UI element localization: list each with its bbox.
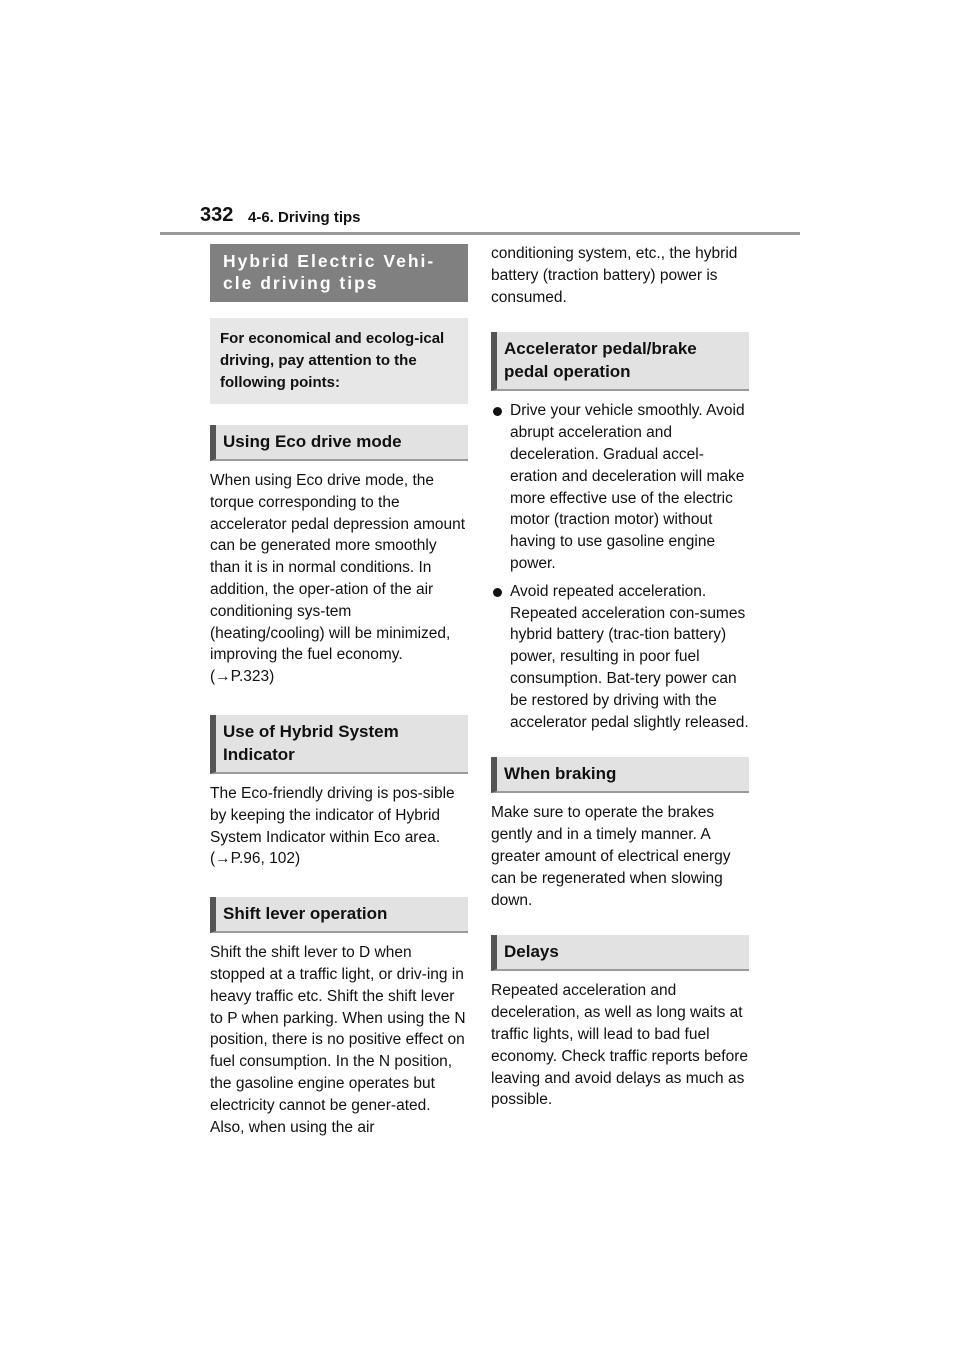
shift-lever-text: Shift the shift lever to D when stopped at a traffic light, or driv-ing in heavy traffic etc. Shift the shift lever to P when parking. When using the N position, there is no positive effect on fuel consumption. In the N position, the gasoline engine operates but electricity cannot be gener-ated. Also, when using the air [210, 944, 466, 1136]
list-item [491, 400, 749, 574]
delays-text: Repeated acceleration and deceleration, as well as long waits at traffic lights, will lead to bad fuel economy. Check traffic reports before leaving and avoid delays as much as possible. [491, 982, 749, 1109]
bullet-icon [493, 588, 502, 597]
section-title: 4-6. Driving tips [248, 209, 361, 226]
indicator-text: The Eco-friendly driving is pos-sible by keeping the indicator of Hybrid System Indicator within Eco area. (→P.96, 102) [210, 784, 455, 868]
bullet-icon [493, 407, 502, 416]
intro-box: For economical and ecolog-ical driving, pay attention to the following points: [210, 318, 468, 404]
main-topic-banner: Hybrid Electric Vehi-cle driving tips [210, 244, 468, 302]
braking-heading: When braking [491, 757, 749, 793]
delays-heading: Delays [491, 935, 749, 971]
eco-mode-heading: Using Eco drive mode [210, 425, 468, 461]
header-divider [160, 232, 800, 235]
list-item [491, 581, 749, 734]
braking-text: Make sure to operate the brakes gently and in a timely manner. A greater amount of electrical energy can be regenerated when slowing down. [491, 804, 731, 909]
left-column [210, 244, 468, 1138]
pedal-tips-list [491, 400, 749, 733]
shift-lever-heading: Shift lever operation [210, 897, 468, 933]
bullet-text: Drive your vehicle smoothly. Avoid abrupt acceleration and deceleration. Gradual accel-eration and deceleration will make more effective use of the electric motor (traction motor) without having to use gasoline engine power. [510, 402, 745, 572]
continued-text: conditioning system, etc., the hybrid battery (traction battery) power is consumed. [491, 245, 738, 306]
right-column [491, 243, 749, 1111]
page-number: 332 [200, 204, 234, 226]
bullet-text: Avoid repeated acceleration. Repeated acceleration con-sumes hybrid battery (trac-tion battery) power, resulting in poor fuel consumption. Bat-tery power can be restored by driving with the accelerator pedal slightly released. [510, 582, 749, 731]
pedal-operation-heading: Accelerator pedal/brake pedal operation [491, 332, 749, 391]
eco-mode-text: When using Eco drive mode, the torque corresponding to the accelerator pedal depression amount can be generated more smoothly than it is in normal conditions. In addition, the oper-ation of the air conditioning sys-tem (heating/cooling) will be minimized, improving the fuel economy. (→P.323) [210, 472, 466, 686]
indicator-heading: Use of Hybrid System Indicator [210, 715, 468, 774]
